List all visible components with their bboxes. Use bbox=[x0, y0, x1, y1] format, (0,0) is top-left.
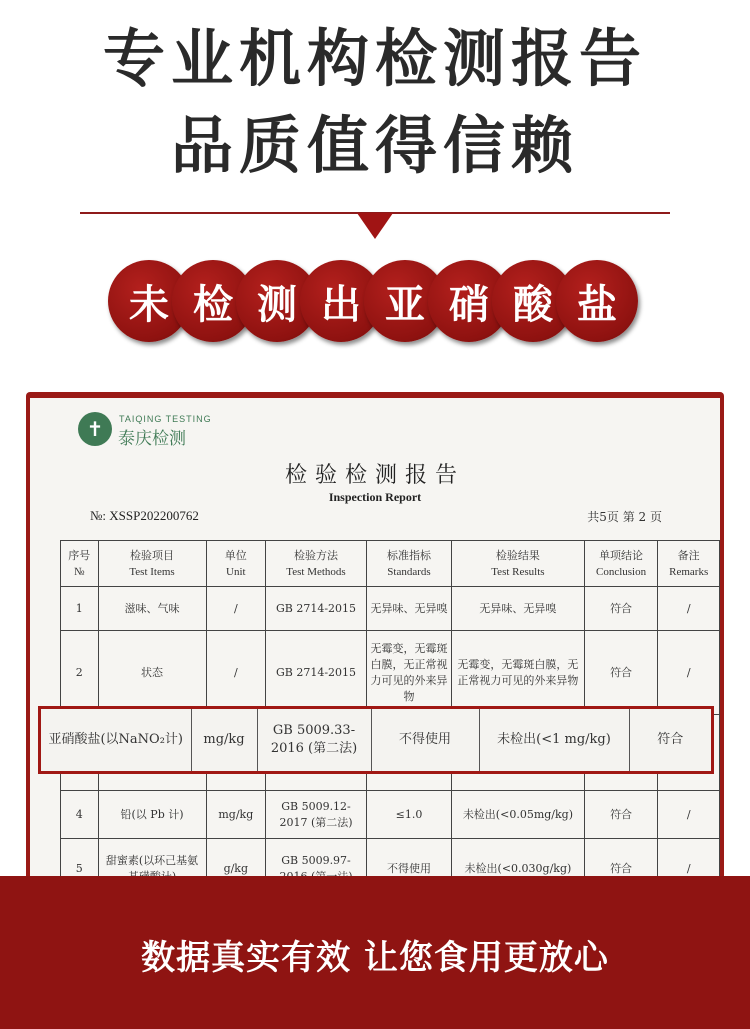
cell-result: 未检出(<0.05mg/kg) bbox=[452, 791, 585, 839]
cell-no: 5 bbox=[61, 839, 99, 883]
cell-result: 未检出(<0.030g/kg) bbox=[452, 839, 585, 883]
column-header: 单位 Unit bbox=[206, 541, 266, 587]
cell-standard: ≤1.0 bbox=[366, 791, 451, 839]
badge-char: 未 bbox=[108, 260, 190, 342]
cell-item: 滋味、气味 bbox=[98, 587, 206, 631]
cell-standard: 不得使用 bbox=[366, 839, 451, 883]
table-row bbox=[61, 631, 720, 715]
cell-conclusion: 符合 bbox=[584, 839, 658, 883]
column-header: 检验项目 Test Items bbox=[98, 541, 206, 587]
badge-char: 检 bbox=[172, 260, 254, 342]
headline-line-2: 品质值得信赖 bbox=[170, 109, 579, 182]
nitrite-result-highlight bbox=[38, 706, 714, 774]
highlight-standard: 不得使用 bbox=[371, 709, 479, 771]
highlight-item: 亚硝酸盐(以NaNO₂计) bbox=[48, 732, 183, 747]
report-document bbox=[30, 398, 720, 882]
cell-unit: / bbox=[206, 587, 266, 631]
highlight-row bbox=[41, 709, 711, 771]
badge-char: 硝 bbox=[428, 260, 510, 342]
cell-item: 甜蜜素(以环己基氨 bbox=[98, 839, 206, 883]
table-row bbox=[61, 791, 720, 839]
report-title: 检验检测报告 bbox=[284, 463, 465, 488]
cell-method: GB 2714-2015 bbox=[266, 631, 367, 715]
cell-remarks: / bbox=[658, 631, 720, 715]
cell-method: GB 2714-2015 bbox=[266, 587, 367, 631]
cell-conclusion: 符合 bbox=[584, 631, 658, 715]
cell-remarks: / bbox=[658, 839, 720, 883]
badge-row bbox=[108, 260, 642, 342]
cell-unit: mg/kg bbox=[206, 791, 266, 839]
cell-result: 无异味、无异嗅 bbox=[452, 587, 585, 631]
cell-result: 无霉变，无霉斑白膜，无正常视力可见的外来异物 bbox=[452, 631, 585, 715]
badge-char: 亚 bbox=[364, 260, 446, 342]
column-header: 检验方法 Test Methods bbox=[266, 541, 367, 587]
highlight-unit: mg/kg bbox=[191, 709, 257, 771]
cell-unit: / bbox=[206, 631, 266, 715]
highlight-result: 未检出(<1 mg/kg) bbox=[479, 709, 629, 771]
report-subtitle: Inspection Report bbox=[328, 490, 422, 504]
cell-remarks: / bbox=[658, 791, 720, 839]
column-header: 序号 № bbox=[61, 541, 99, 587]
badge-char: 酸 bbox=[492, 260, 574, 342]
cell-item: 状态 bbox=[98, 631, 206, 715]
cell-no: 1 bbox=[61, 587, 99, 631]
lab-logo-icon: ✝ bbox=[78, 412, 112, 446]
cell-standard: 无霉变，无霉斑白膜，无正常视力可见的外来异物 bbox=[366, 631, 451, 715]
report-number: №: XSSP202200762 bbox=[90, 508, 199, 523]
column-header: 单项结论 Conclusion bbox=[584, 541, 658, 587]
cell-item: 铅(以 Pb 计) bbox=[98, 791, 206, 839]
lab-name-en: TAIQING TESTING bbox=[119, 414, 212, 424]
cell-conclusion: 符合 bbox=[584, 587, 658, 631]
table-row bbox=[61, 587, 720, 631]
cell-no: 2 bbox=[61, 631, 99, 715]
highlight-conclusion: 符合 bbox=[629, 709, 711, 771]
column-header: 标准指标 Standards bbox=[366, 541, 451, 587]
cell-standard: 无异味、无异嗅 bbox=[366, 587, 451, 631]
cell-method: GB 5009.12-2017 (第二法) bbox=[266, 791, 367, 839]
cell-no: 4 bbox=[61, 791, 99, 839]
column-header: 备注 Remarks bbox=[658, 541, 720, 587]
divider-arrow-icon bbox=[357, 213, 393, 239]
badge-char: 测 bbox=[236, 260, 318, 342]
cell-method: GB 5009.97- bbox=[266, 839, 367, 883]
column-header: 检验结果 Test Results bbox=[452, 541, 585, 587]
badge-char: 出 bbox=[300, 260, 382, 342]
lab-name-cn: 泰庆检测 bbox=[118, 429, 186, 449]
highlight-method: GB 5009.33-2016 (第二法) bbox=[257, 709, 371, 771]
badge-char: 盐 bbox=[556, 260, 638, 342]
cell-unit: g/kg bbox=[206, 839, 266, 883]
cell-conclusion: 符合 bbox=[584, 791, 658, 839]
report-page-info: 共5页 第 2 页 bbox=[587, 510, 662, 524]
cell-remarks: / bbox=[658, 587, 720, 631]
headline-line-1: 专业机构检测报告 bbox=[102, 22, 647, 95]
footer-slogan: 数据真实有效 让您食用更放心 bbox=[141, 938, 609, 978]
table-header-row bbox=[61, 541, 720, 587]
